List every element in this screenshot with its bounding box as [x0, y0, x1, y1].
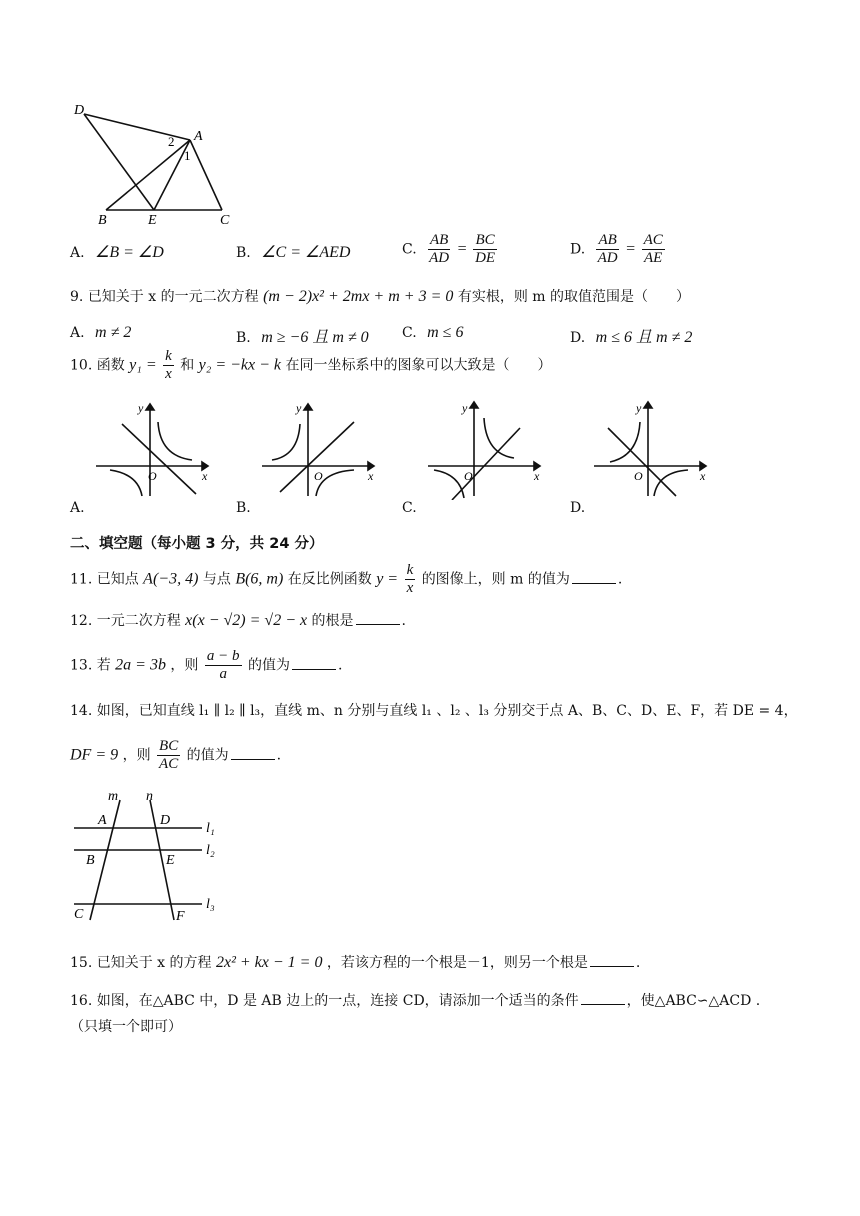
- svg-text:y: y: [296, 401, 302, 415]
- svg-text:y: y: [636, 401, 642, 415]
- q9-option-a[interactable]: A. m ≠ 2: [70, 324, 132, 341]
- svg-text:x: x: [534, 469, 540, 483]
- q8-option-d[interactable]: D. $\frac{AB}{AD}$ = $\frac{AC}{AE}$: [570, 232, 663, 266]
- fraction: $\frac{BC}{DE}$: [475, 232, 496, 266]
- section-title: 二、填空题（每小题 3 分，共 24 分）: [70, 536, 324, 552]
- svg-text:l₁: l₁: [206, 821, 215, 836]
- label-A: A: [194, 129, 203, 144]
- fraction: $\frac{AB}{AD}$: [597, 232, 618, 266]
- q9-option-b[interactable]: B. m ≥ −6 且 m ≠ 0: [236, 329, 369, 346]
- q10-graph-a[interactable]: [92, 400, 212, 500]
- q14-line1: 14. 如图，已知直线 l₁ ∥ l₂ ∥ l₃，直线 m、n 分别与直线 l₁ 、l₂ 、l₃ 分别交于点 A、B、C、D、E、F，若 DE = 4，: [70, 703, 798, 719]
- answer-blank[interactable]: [231, 758, 275, 760]
- q10-option-d[interactable]: D.: [570, 500, 586, 516]
- svg-text:O: O: [634, 469, 643, 483]
- svg-text:E: E: [166, 853, 175, 868]
- q10-option-a[interactable]: A.: [70, 500, 85, 516]
- svg-text:A: A: [98, 813, 107, 828]
- q10-option-c[interactable]: C.: [402, 500, 417, 516]
- option-text: ∠C = ∠AED: [261, 244, 351, 261]
- label-2: 2: [168, 134, 175, 149]
- q9-stem: 9. 已知关于 x 的一元二次方程 (m − 2)x² + 2mx + m + 3 = 0 有实根，则 m 的取值范围是（ ）: [70, 288, 691, 305]
- svg-text:m: m: [108, 789, 119, 804]
- svg-text:x: x: [368, 469, 374, 483]
- svg-text:l₃: l₃: [206, 897, 215, 912]
- answer-blank[interactable]: [581, 1003, 625, 1005]
- q15: 15. 已知关于 x 的方程 2x² + kx − 1 = 0 ，若该方程的一个根是－1，则另一个根是 .: [70, 954, 641, 971]
- svg-text:x: x: [700, 469, 706, 483]
- answer-blank[interactable]: [356, 623, 400, 625]
- q9-option-d[interactable]: D. m ≤ 6 且 m ≠ 2: [570, 329, 693, 346]
- q10-graph-d[interactable]: [590, 400, 710, 500]
- q10-graph-c[interactable]: [424, 400, 544, 500]
- label-C: C: [220, 213, 230, 228]
- q9-option-c[interactable]: C. m ≤ 6: [402, 324, 464, 341]
- q12: 12. 一元二次方程 x(x − √2) = √2 − x 的根是 .: [70, 612, 406, 629]
- svg-text:O: O: [464, 469, 473, 483]
- q10-graph-b[interactable]: [258, 400, 378, 500]
- label-E: E: [148, 213, 157, 228]
- answer-blank[interactable]: [292, 668, 336, 670]
- q16-note: （只填一个即可）: [70, 1019, 182, 1035]
- q10-option-b[interactable]: B.: [236, 500, 251, 516]
- option-letter: A.: [70, 245, 85, 261]
- svg-text:B: B: [86, 853, 95, 868]
- q14-figure: [72, 786, 232, 926]
- option-letter: D.: [570, 241, 586, 258]
- option-text: ∠B = ∠D: [95, 244, 164, 261]
- q16: 16. 如图，在△ABC 中，D 是 AB 边上的一点，连接 CD，请添加一个适当的条件 ，使△ABC∽△ACD .: [70, 993, 761, 1009]
- label-D: D: [74, 103, 85, 118]
- answer-blank[interactable]: [572, 582, 616, 584]
- label-B: B: [98, 213, 107, 228]
- svg-text:D: D: [160, 813, 171, 828]
- svg-text:C: C: [74, 907, 84, 922]
- svg-text:x: x: [202, 469, 208, 483]
- svg-text:n: n: [146, 789, 153, 804]
- q8-option-c[interactable]: C. $\frac{AB}{AD}$ = $\frac{BC}{DE}$: [402, 232, 496, 266]
- fraction: $\frac{AB}{AD}$: [429, 232, 450, 266]
- svg-text:y: y: [462, 401, 468, 415]
- svg-text:y: y: [138, 401, 144, 415]
- q13: 13. 若 2a = 3b ，则 $\frac{a - b}{a}$ 的值为 .: [70, 648, 343, 682]
- q14-line2: DF = 9 ，则 $\frac{BC}{AC}$ 的值为 .: [70, 738, 282, 772]
- svg-text:F: F: [176, 909, 185, 924]
- svg-text:O: O: [314, 469, 323, 483]
- q8-option-b[interactable]: [236, 242, 350, 262]
- answer-blank[interactable]: [590, 965, 634, 967]
- label-1: 1: [184, 148, 191, 163]
- q8-figure: [70, 100, 240, 230]
- q11: 11. 已知点 A(−3, 4) 与点 B(6, m) 在反比例函数 y = $\frac{k}{x}$ 的图像上，则 m 的值为 .: [70, 562, 623, 596]
- svg-text:l₂: l₂: [206, 843, 215, 858]
- q8-option-a[interactable]: [70, 242, 164, 262]
- option-letter: C.: [402, 241, 417, 258]
- q9-equation: (m − 2)x² + 2mx + m + 3 = 0: [263, 288, 454, 305]
- svg-text:O: O: [148, 469, 157, 483]
- option-letter: B.: [236, 245, 251, 261]
- q10-stem: 10. 函数 y₁ = $\frac{k}{x}$ 和 y₂ = −kx − k 在同一坐标系中的图象可以大致是（ ）: [70, 348, 552, 382]
- fraction: $\frac{AC}{AE}$: [643, 232, 663, 266]
